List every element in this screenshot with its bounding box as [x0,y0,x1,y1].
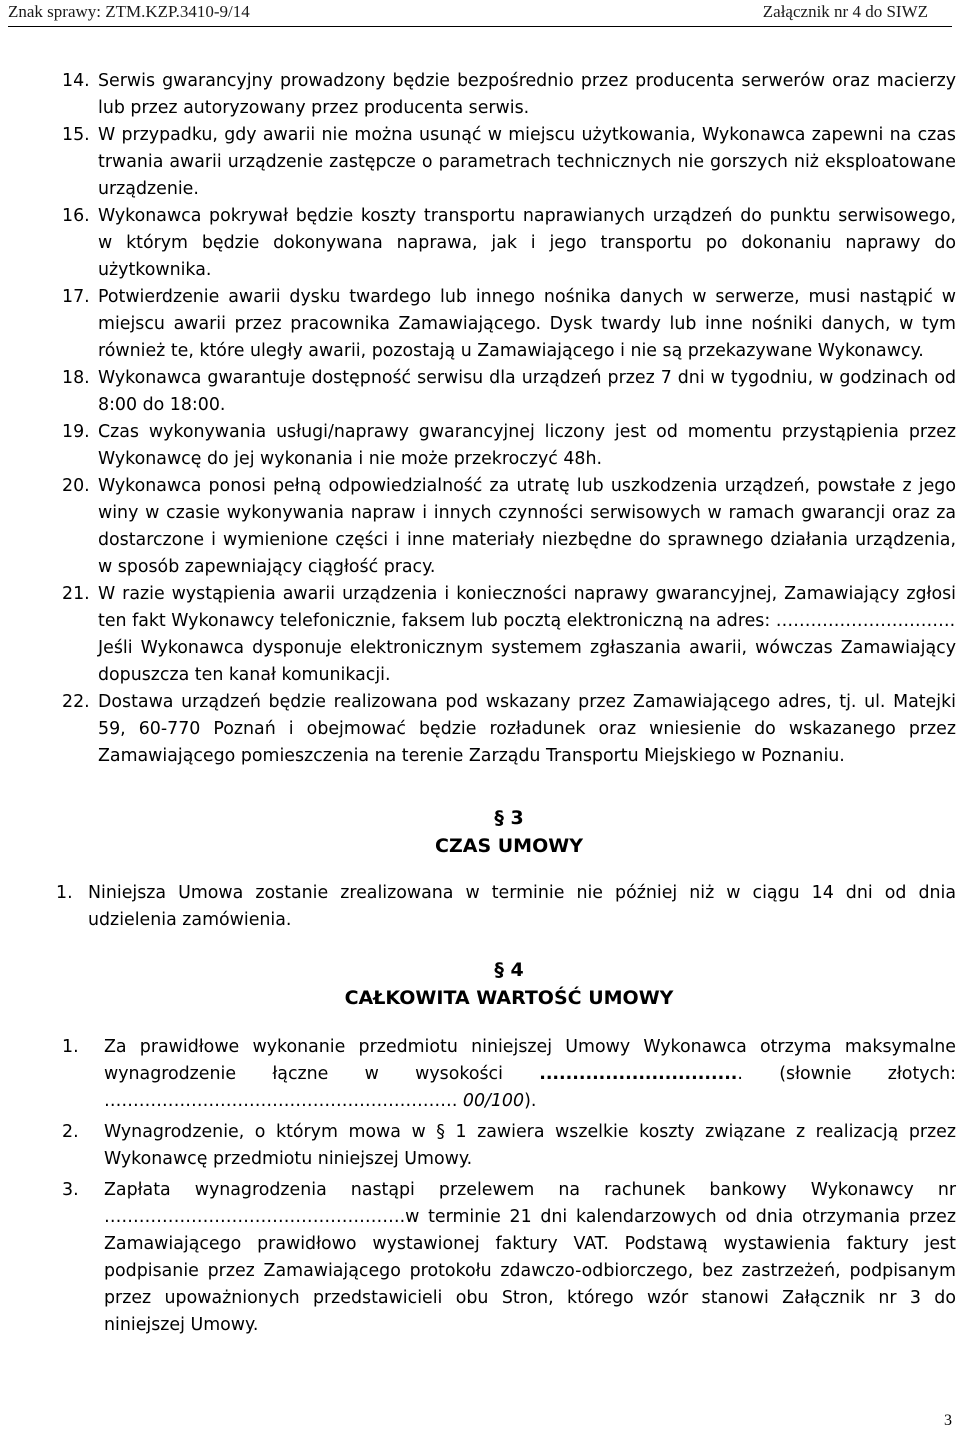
item-number: 20. [62,476,90,496]
item-text: Zapłata wynagrodzenia nastąpi przelewem na rachunek bankowy Wykonawcy nr …………………………………………….w terminie 21 dni kalendarzowych od dnia otrzymania przez Zamawiającego prawidłowo wystawionej faktury VAT. Podstawą wystawienia faktury jest podpisanie przez Zamawiającego protokołu zdawczo-odbiorczego, bez zastrzeżeń, podpisanym przez upoważnionych przedstawicieli obu Stron, którego wzór stanowi Załącznik nr 3 do niniejszej Umowy. [104,1180,956,1335]
section-4-list [62,1034,956,1339]
item-text-c: ). [524,1091,537,1111]
section-4-heading [62,956,956,1012]
item-text: Niniejsza Umowa zostanie zrealizowana w terminie nie później niż w ciągu 14 dni od dnia udzielenia zamówienia. [88,883,956,930]
list-item [62,284,956,365]
list-item [62,1034,956,1115]
item-text: Wykonawca gwarantuje dostępność serwisu dla urządzeń przez 7 dni w tygodniu, w godzinach od 8:00 do 18:00. [98,368,956,415]
item-number: 16. [62,206,90,226]
list-item [62,581,956,689]
item-number: 3. [62,1180,79,1200]
list-item [62,419,956,473]
list-item [62,203,956,284]
item-text-continued: Jeśli Wykonawca dysponuje elektronicznym systemem zgłaszania awarii, wówczas Zamawiający dopuszcza ten kanał komunikacji. [98,638,956,685]
warranty-list [62,68,956,770]
section-3-heading [62,804,956,860]
cents-value: 00/100 [462,1091,525,1111]
item-text-a: Za prawidłowe wykonanie przedmiotu niniejszej Umowy Wykonawca otrzyma maksymalne wynagrodzenie łączne w wysokości [104,1037,956,1084]
item-text: Wykonawca ponosi pełną odpowiedzialność za utratę lub uszkodzenia urządzeń, powstałe z jego winy w czasie wykonywania napraw i innych czynności serwisowych w ramach gwarancji oraz za dostarczone i wymienione części i inne materiały niezbędne do sprawnego działania urządzenia, w sposób zapewniający ciągłość pracy. [98,476,956,577]
item-text: Wynagrodzenie, o którym mowa w § 1 zawiera wszelkie koszty związane z realizacją przez Wykonawcę przedmiotu niniejszej Umowy. [104,1122,956,1169]
list-item [62,1177,956,1339]
item-text: W przypadku, gdy awarii nie można usunąć w miejscu użytkowania, Wykonawca zapewni na czas trwania awarii urządzenie zastępcze o parametrach technicznych nie gorszych niż eksploatowane urządzenie. [98,125,956,199]
item-text: Serwis gwarancyjny prowadzony będzie bezpośrednio przez producenta serwerów oraz macierzy lub przez autoryzowany przez producenta serwis. [98,71,956,118]
section-3-title: CZAS UMOWY [435,835,583,857]
item-text: Czas wykonywania usługi/naprawy gwarancyjnej liczony jest od momentu przystąpienia przez Wykonawcę do jej wykonania i nie może przekroczyć 48h. [98,422,956,469]
section-4-number: § 4 [494,959,524,981]
list-item [62,473,956,581]
item-number: 21. [62,584,90,604]
document-body [56,68,956,1339]
list-item [62,689,956,770]
item-text: Potwierdzenie awarii dysku twardego lub innego nośnika danych w serwerze, musi nastąpić w miejscu awarii przez pracownika Zamawiającego. Dysk twardy lub inne nośniki danych, w tym również te, które uległy awarii, pozostają u Zamawiającego i nie są przekazywane Wykonawcy. [98,287,956,361]
item-text: Dostawa urządzeń będzie realizowana pod wskazany przez Zamawiającego adres, tj. ul. Matejki 59, 60-770 Poznań i obejmować będzie rozładunek oraz wniesienie do wskazanego przez Zamawiającego pomieszczenia na terenie Zarządu Transportu Miejskiego w Poznaniu. [98,692,956,766]
case-reference: Znak sprawy: ZTM.KZP.3410-9/14 [8,2,250,21]
section-4-title: CAŁKOWITA WARTOŚĆ UMOWY [344,987,674,1009]
item-number: 15. [62,125,90,145]
list-item [62,68,956,122]
list-item [62,1119,956,1173]
section-3-number: § 3 [494,807,524,829]
item-number: 2. [62,1122,79,1142]
item-number: 14. [62,71,90,91]
page-number: 3 [944,1412,952,1429]
item-number: 22. [62,692,90,712]
amount-placeholder: .............................. [539,1064,738,1084]
item-number: 19. [62,422,90,442]
item-number: 18. [62,368,90,388]
list-item [62,122,956,203]
item-number: 1. [62,1037,79,1057]
item-text: W razie wystąpienia awarii urządzenia i konieczności naprawy gwarancyjnej, Zamawiający zgłosi ten fakt Wykonawcy telefonicznie, faksem lub pocztą elektroniczną na adres: …………………………. [98,584,956,631]
list-item [56,880,956,934]
item-number: 17. [62,287,90,307]
item-number: 1. [56,883,73,903]
page-header [8,0,952,27]
list-item [62,365,956,419]
item-text-b: . (słownie złotych: ……………………………………………………. [104,1064,956,1111]
item-text: Wykonawca pokrywał będzie koszty transportu naprawianych urządzeń do punktu serwisowego, w którym będzie dokonywana naprawa, jak i jego transportu po dokonaniu naprawy do użytkownika. [98,206,956,280]
attachment-label: Załącznik nr 4 do SIWZ [762,2,928,21]
item-text [104,1034,956,1115]
section-3-list [56,880,956,934]
